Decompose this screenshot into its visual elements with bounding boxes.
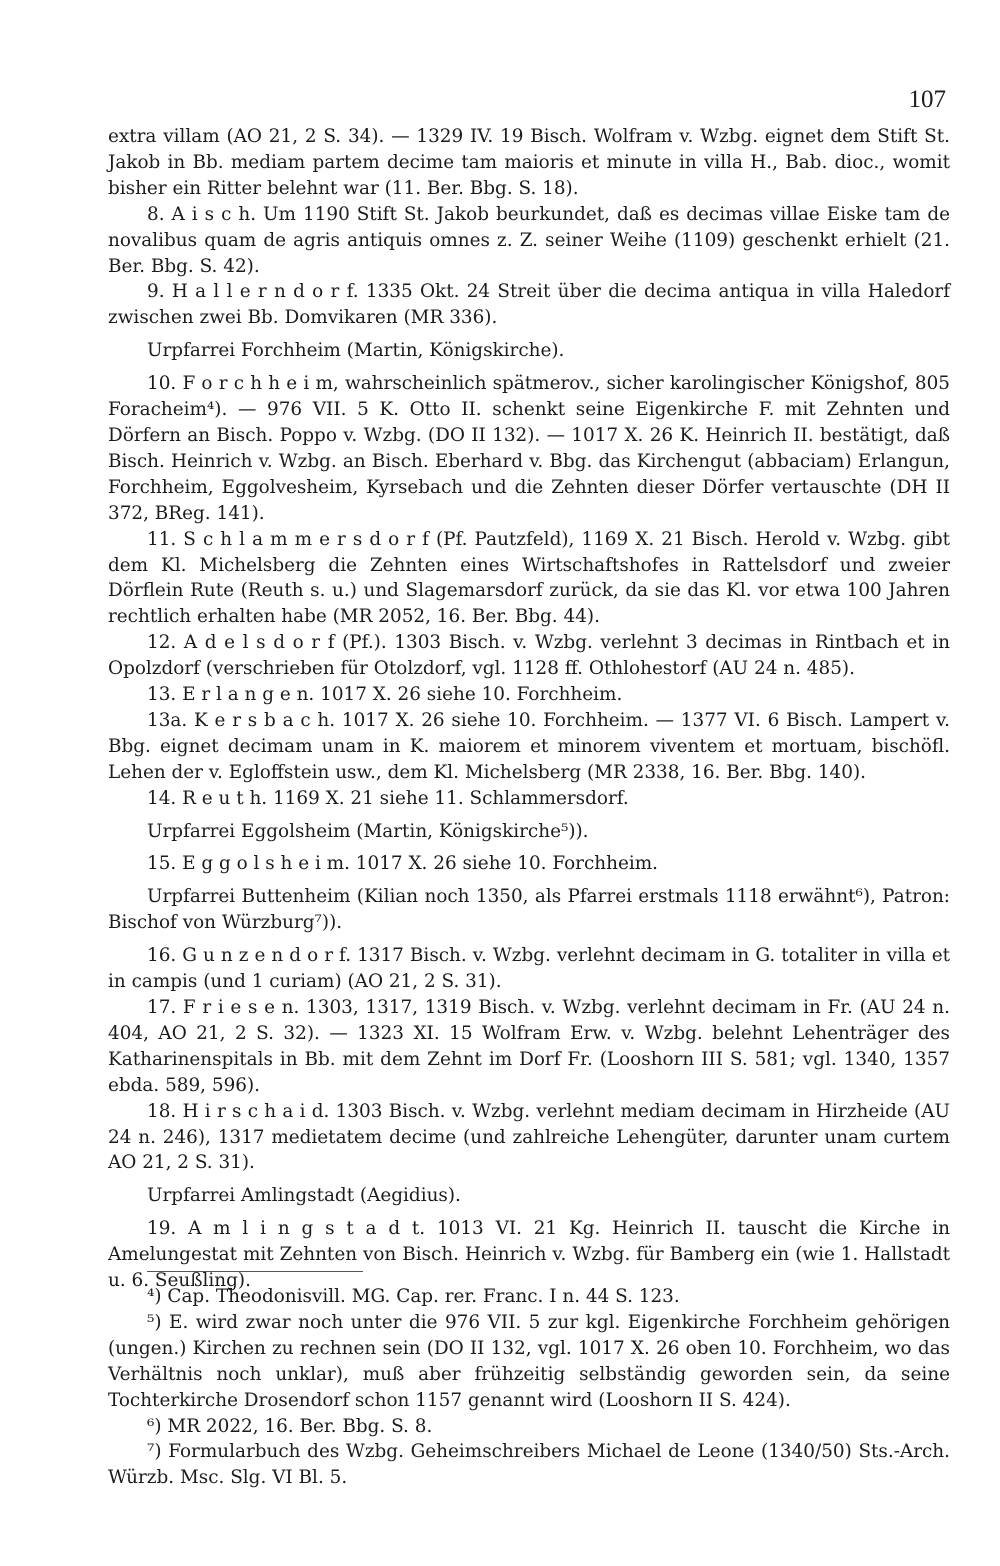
footnote-5: ⁵) E. wird zwar noch unter die 976 VII. 5 zur kgl. Eigenkirche Forchheim gehörigen (ungen.) Kirchen zu rechnen sein (DO II 132, vgl. 1017 X. 26 oben 10. Forchheim, wo das Verhältnis noch unklar), muß aber frühzeitig selbständig geworden sein, da seine Tochterkirche Drosendorf schon 1157 genannt wird (Looshorn II S. 424).	[108, 1311, 950, 1411]
section-heading-amlingstadt: Urpfarrei Amlingstadt (Aegidius).	[147, 1185, 461, 1207]
footnote-divider	[147, 1271, 363, 1272]
entry-hallerndorf: 9. H a l l e r n d o r f. 1335 Okt. 24 Streit über die decima antiqua in villa Haledorf zwischen zwei Bb. Domvikaren (MR 336).	[108, 281, 950, 329]
entry-gunzendorf: 16. G u n z e n d o r f. 1317 Bisch. v. Wzbg. verlehnt decimam in G. totaliter in villa et in campis (und 1 curiam) (AO 21, 2 S. 31).	[108, 945, 950, 993]
entry-kersbach: 13a. K e r s b a c h. 1017 X. 26 siehe 10. Forchheim. — 1377 VI. 6 Bisch. Lampert v. Bbg. eignet decimam unam in K. maiorem et minorem viventem et mortuam, bischöfl. Lehen der v. Egloffstein usw., dem Kl. Michelsberg (MR 2338, 16. Ber. Bbg. 140).	[108, 709, 950, 783]
entry-amlingstadt: 19. A m l i n g s t a d t. 1013 VI. 21 Kg. Heinrich II. tauscht die Kirche in Amelungestat mit Zehnten von Bisch. Heinrich v. Wzbg. für Bamberg ein (wie 1. Hallstadt u. 6. Seußling).	[108, 1218, 950, 1292]
body-text	[108, 124, 950, 1294]
entry-aisch: 8. A i s c h. Um 1190 Stift St. Jakob beurkundet, daß es decimas villae Eiske tam de novalibus quam de agris antiquis omnes z. Z. seiner Weihe (1109) geschenkt erhielt (21. Ber. Bbg. S. 42).	[108, 203, 950, 277]
footnote-6: ⁶) MR 2022, 16. Ber. Bbg. S. 8.	[147, 1415, 433, 1437]
footnotes	[108, 1271, 950, 1491]
footnote-7: ⁷) Formularbuch des Wzbg. Geheimschreibers Michael de Leone (1340/50) Sts.-Arch. Würzb. Msc. Slg. VI Bl. 5.	[108, 1441, 950, 1489]
section-heading-eggolsheim: Urpfarrei Eggolsheim (Martin, Königskirche⁵)).	[147, 820, 589, 842]
footnote-4: ⁴) Cap. Theodonisvill. MG. Cap. rer. Franc. I n. 44 S. 123.	[147, 1286, 680, 1307]
section-heading-forchheim: Urpfarrei Forchheim (Martin, Königskirche).	[147, 340, 565, 362]
entry-schlammersdorf: 11. S c h l a m m e r s d o r f (Pf. Pautzfeld), 1169 X. 21 Bisch. Herold v. Wzbg. gibt dem Kl. Michelsberg die Zehnten eines Wirtschaftshofes in Rattelsdorf und zweier Dörflein Rute (Reuth s. u.) und Slagemarsdorf zurück, da sie das Kl. vor etwa 100 Jahren rechtlich erhalten habe (MR 2052, 16. Ber. Bbg. 44).	[108, 528, 950, 628]
entry-eggolsheim: 15. E g g o l s h e i m. 1017 X. 26 siehe 10. Forchheim.	[147, 853, 659, 875]
paragraph-continuation: extra villam (AO 21, 2 S. 34). — 1329 IV. 19 Bisch. Wolfram v. Wzbg. eignet dem Stift St. Jakob in Bb. mediam partem decime tam maioris et minute in villa H., Bab. dioc., womit bisher ein Ritter belehnt war (11. Ber. Bbg. S. 18).	[108, 126, 950, 199]
page-number: 107	[908, 86, 946, 113]
entry-reuth: 14. R e u t h. 1169 X. 21 siehe 11. Schlammersdorf.	[147, 787, 629, 809]
entry-forchheim: 10. F o r c h h e i m, wahrscheinlich spätmerov., sicher karolingischer Königshof, 805 Foracheim⁴). — 976 VII. 5 K. Otto II. schenkt seine Eigenkirche F. mit Zehnten und Dörfern an Bisch. Poppo v. Wzbg. (DO II 132). — 1017 X. 26 K. Heinrich II. bestätigt, daß Bisch. Heinrich v. Wzbg. an Bisch. Eberhard v. Bbg. das Kirchengut (abbaciam) Erlangun, Forchheim, Eggolvesheim, Kyrsebach und die Zehnten dieser Dörfer vertauschte (DH II 372, BReg. 141).	[108, 373, 950, 524]
entry-adelsdorf: 12. A d e l s d o r f (Pf.). 1303 Bisch. v. Wzbg. verlehnt 3 decimas in Rintbach et in Opolzdorf (verschrieben für Otolzdorf, vgl. 1128 ff. Othlohestorf (AU 24 n. 485).	[108, 632, 950, 680]
entry-erlangen: 13. E r l a n g e n. 1017 X. 26 siehe 10. Forchheim.	[147, 684, 623, 706]
entry-hirschaid: 18. H i r s c h a i d. 1303 Bisch. v. Wzbg. verlehnt mediam decimam in Hirzheide (AU 24 n. 246), 1317 medietatem decime (und zahlreiche Lehengüter, darunter unam curtem AO 21, 2 S. 31).	[108, 1100, 950, 1174]
entry-friesen: 17. F r i e s e n. 1303, 1317, 1319 Bisch. v. Wzbg. verlehnt decimam in Fr. (AU 24 n. 404, AO 21, 2 S. 32). — 1323 XI. 15 Wolfram Erw. v. Wzbg. belehnt Lehenträger des Katharinenspitals in Bb. mit dem Zehnt im Dorf Fr. (Looshorn III S. 581; vgl. 1340, 1357 ebda. 589, 596).	[108, 997, 950, 1096]
section-heading-buttenheim: Urpfarrei Buttenheim (Kilian noch 1350, als Pfarrei erstmals 1118 erwähnt⁶), Patron: Bischof von Würzburg⁷)).	[108, 886, 950, 934]
